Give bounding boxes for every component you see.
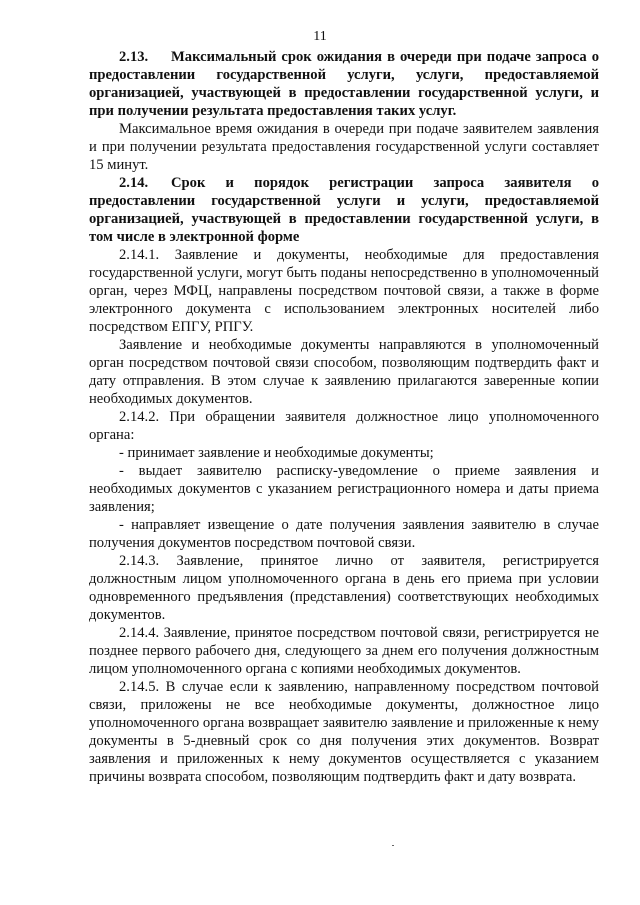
section-heading-2-14 <box>89 174 599 246</box>
section-heading-2-13 <box>89 48 599 120</box>
section-number: 2.13. <box>119 49 149 65</box>
list-item: - направляет извещение о дате получения заявления заявителю в случае получения документов посредством почтовой связи. <box>89 517 599 551</box>
paragraph-2-14-4: 2.14.4. Заявление, принятое посредством почтовой связи, регистрируется не позднее первого рабочего дня, следующего за днем его получения должностным лицом уполномоченного органа с копиями необходимых документов. <box>89 625 599 677</box>
paragraph-2-14-2: 2.14.2. При обращении заявителя должностное лицо уполномоченного органа: <box>89 409 599 443</box>
section-heading-text: Срок и порядок регистрации запроса заявителя о предоставлении государственной услуги и услуги, предоставляемой организацией, участвующей в предоставлении государственной услуги, в том числе в электронной форме <box>89 175 599 245</box>
section-number: 2.14. <box>119 175 149 191</box>
paragraph: Заявление и необходимые документы направляются в уполномоченный орган посредством почтовой связи способом, позволяющим подтвердить факт и дату отправления. В этом случае к заявлению прилагаются заверенные копии необходимых документов. <box>89 337 599 407</box>
paragraph-2-14-3: 2.14.3. Заявление, принятое лично от заявителя, регистрируется должностным лицом уполномоченного органа в день его приема при условии одновременного предъявления (представления) соответствующих необходимых документов. <box>89 553 599 623</box>
section-heading-text: Максимальный срок ожидания в очереди при подаче запроса о предоставлении государственной услуги, услуги, предоставляемой организацией, участвующей в предоставлении государственной услуги, и при получении результата предоставления таких услуг. <box>89 49 599 119</box>
page-number: 11 <box>313 29 327 44</box>
paragraph-2-14-1: 2.14.1. Заявление и документы, необходимые для предоставления государственной услуги, могут быть поданы непосредственно в уполномоченный орган, через МФЦ, направлены посредством почтовой связи, а также в форме электронного документа с использованием электронных носителей либо посредством ЕПГУ, РПГУ. <box>89 247 599 335</box>
paragraph-2-14-5: 2.14.5. В случае если к заявлению, направленному посредством почтовой связи, приложены не все необходимые документы, должностное лицо уполномоченного органа возвращает заявителю заявление и приложенные к нему документы в 5-дневный срок со дня получения этих документов. Возврат заявления и приложенных к нему документов осуществляется с указанием причины возврата способом, позволяющим подтвердить факт и дату возврата. <box>89 679 599 785</box>
paragraph: Максимальное время ожидания в очереди при подаче заявителем заявления и при получении результата предоставления государственной услуги составляет 15 минут. <box>89 121 599 173</box>
list-item: - принимает заявление и необходимые документы; <box>119 445 434 461</box>
list-item: - выдает заявителю расписку-уведомление о приеме заявления и необходимых документов с указанием регистрационного номера и даты приема заявления; <box>89 463 599 515</box>
document-body <box>89 48 599 786</box>
scan-speck <box>392 845 394 846</box>
